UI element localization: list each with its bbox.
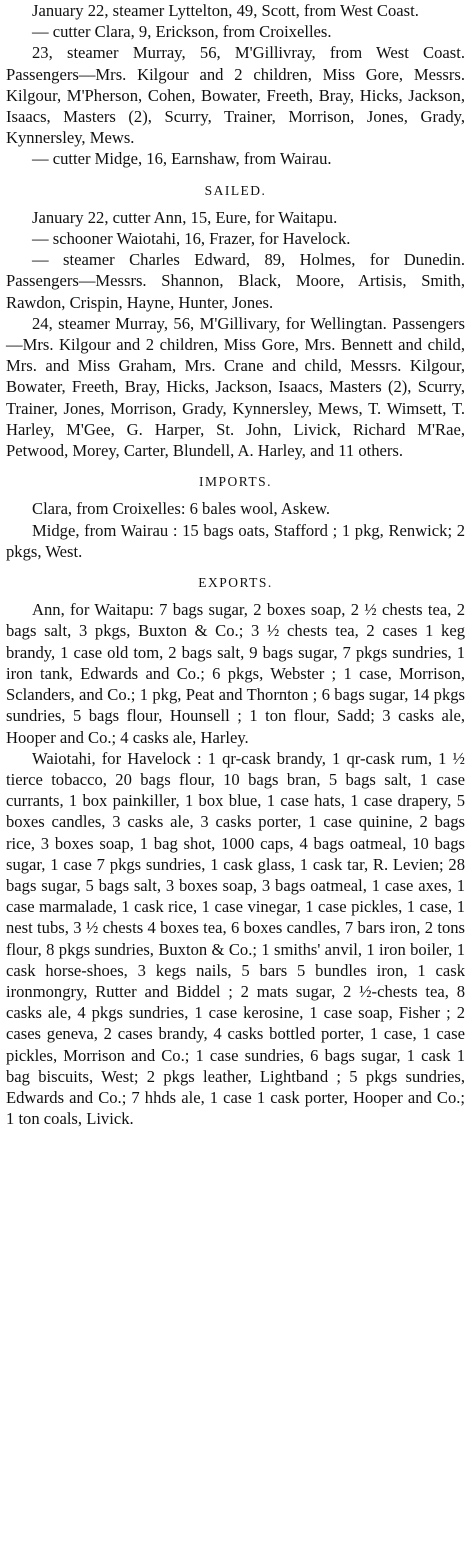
sailed-heading: SAILED. xyxy=(204,182,267,198)
arrival-entry: — cutter Clara, 9, Erickson, from Croixelles. xyxy=(32,22,332,42)
sailed-entry: — steamer Charles Edward, 89, Holmes, for Dunedin. Passengers—Messrs. Shannon, Black, Moore, Artisis, Smith, Rawdon, Crispin, Hayne, Hunter, Jones. xyxy=(6,250,465,312)
exports-heading: EXPORTS. xyxy=(198,575,273,591)
export-entry: Ann, for Waitapu: 7 bags sugar, 2 boxes soap, 2 ½ chests tea, 2 bags salt, 3 pkgs, Buxton & Co.; 3 ½ chests tea, 2 cases 1 keg brandy, 1 case old tom, 2 bags salt, 9 bags sugar, 7 pkgs sundries, 1 iron tank, Edwards and Co.; 6 pkgs, Webster ; 1 case, Morrison, Sclanders, and Co.; 1 pkg, Peat and Thornton ; 6 bags sugar, 14 pkgs sundries, 5 bags flour, Hounsell ; 1 ton flour, Sadd; 3 casks ale, Hooper and Co.; 4 casks ale, Harley. xyxy=(6,600,465,747)
sailed-entry: January 22, cutter Ann, 15, Eure, for Waitapu. xyxy=(32,207,338,227)
import-entry: Clara, from Croixelles: 6 bales wool, Askew. xyxy=(32,499,331,519)
arrival-entry: 23, steamer Murray, 56, M'Gillivray, from West Coast. Passengers—Mrs. Kilgour and 2 children, Miss Gore, Messrs. Kilgour, M'Pherson, Cohen, Bowater, Freeth, Bray, Hicks, Jackson, Isaacs, Masters (2), Scurry, Trainer, Morrison, Jones, Grady, Kynnersley, Mews. xyxy=(6,43,465,148)
arrival-entry: — cutter Midge, 16, Earnshaw, from Wairau. xyxy=(32,149,332,169)
sailed-entry: — schooner Waiotahi, 16, Frazer, for Havelock. xyxy=(32,229,351,249)
sailed-entry: 24, steamer Murray, 56, M'Gillivary, for Wellingtan. Passengers—Mrs. Kilgour and 2 children, Miss Gore, Mrs. Bennett and child, Mrs. and Miss Graham, Mrs. Crane and child, Messrs. Kilgour, Bowater, Freeth, Bray, Hicks, Jackson, Isaacs, Masters (2), Scurry, Trainer, Jones, Morrison, Grady, Kynnersley, Mews, T. Wimsett, T. Harley, M'Gee, G. Harper, St. John, Livick, Richard M'Rae, Petwood, Morey, Carter, Blundell, A. Harley, and 11 others. xyxy=(6,313,465,461)
imports-heading: IMPORTS. xyxy=(198,474,273,490)
import-entry: Midge, from Wairau : 15 bags oats, Stafford ; 1 pkg, Renwick; 2 pkgs, West. xyxy=(6,520,465,561)
arrival-entry: January 22, steamer Lyttelton, 49, Scott, from West Coast. xyxy=(32,1,419,20)
export-entry: Waiotahi, for Havelock : 1 qr-cask brandy, 1 qr-cask rum, 1 ½ tierce tobacco, 20 bags flour, 10 bags bran, 5 bags salt, 1 case currants, 1 box painkiller, 1 box blue, 1 case hats, 1 case drapery, 5 boxes candles, 3 casks ale, 3 casks porter, 1 case quinine, 2 bags rice, 3 boxes soap, 1 bag shot, 1000 caps, 4 bags oatmeal, 10 bags sugar, 1 case 7 pkgs sundries, 1 cask glass, 1 cask tar, R. Levien; 28 bags sugar, 5 bags salt, 3 boxes soap, 3 bags oatmeal, 1 case axes, 1 case marmalade, 1 cask rice, 1 case vinegar, 1 case pickles, 1 case, 1 nest tubs, 3 ½ chests 4 boxes tea, 6 boxes candles, 7 bars iron, 2 tons flour, 8 pkgs sundries, Buxton & Co.; 1 smiths' anvil, 1 iron boiler, 1 cask horse-shoes, 3 kegs nails, 5 bars 5 bundles iron, 1 cask ironmongry, Rutter and Biddel ; 2 mats sugar, 2 ½-chests tea, 8 casks ale, 4 pkgs sundries, 1 case kerosine, 1 case soap, Fisher ; 2 cases geneva, 2 cases brandy, 4 casks bottled porter, 1 case, 1 case pickles, Morrison and Co.; 1 case sundries, 6 bags sugar, 1 cask 1 bag biscuits, West; 2 pkgs leather, Lightband ; 5 pkgs sundries, Edwards and Co.; 7 hhds ale, 1 case 1 cask porter, Hooper and Co.; 1 ton coals, Livick. xyxy=(6,748,465,1129)
